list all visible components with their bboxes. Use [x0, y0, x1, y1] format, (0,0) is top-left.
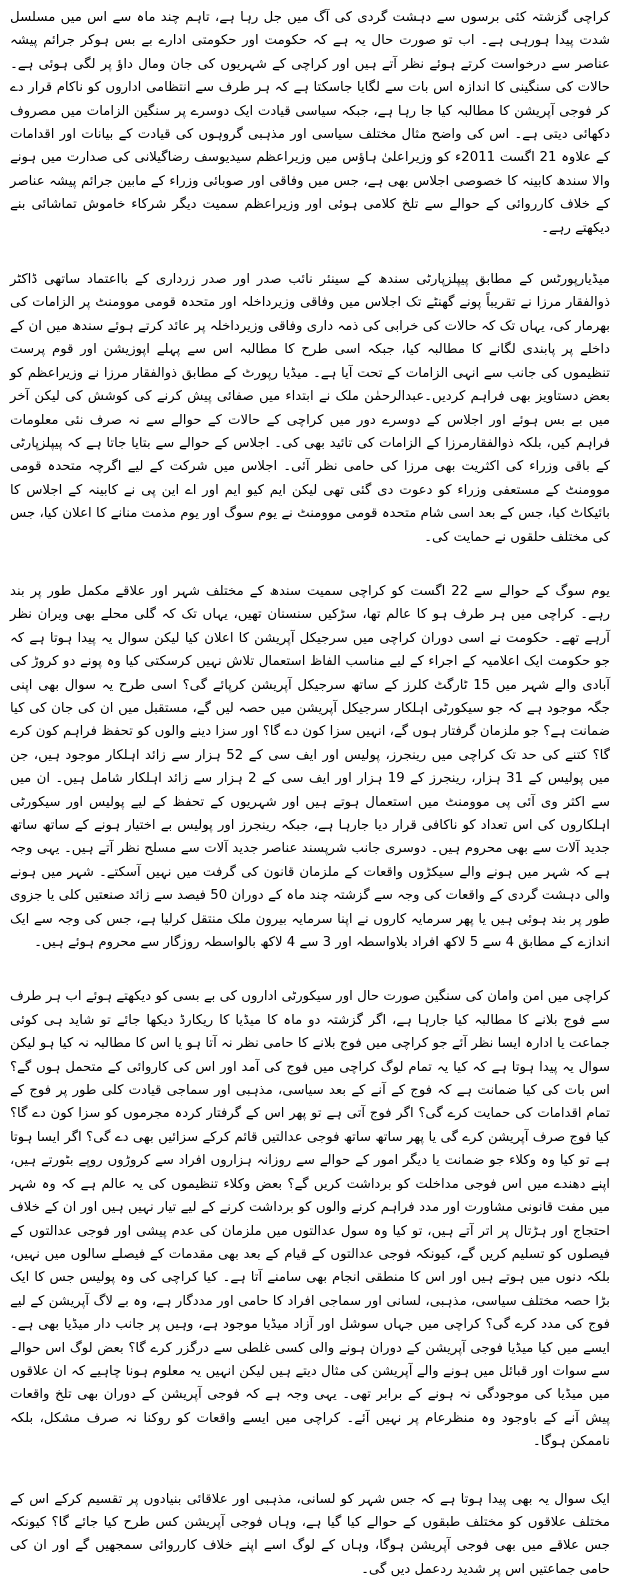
article-paragraph-4: کراچی میں امن وامان کی سنگین صورت حال اور سیکورٹی اداروں کی بے بسی کو دیکھتے ہوئے اب ہر طرف سے فوج بلانے کا مطالبہ کیا جارہا ہے، اگر گزشتہ دو ماہ کا میڈیا کا ریکارڈ دیکھا جائے تو شاید ہی کوئی جماعت یا ادارہ ایسا نظر آئے جو کراچی میں فوج بلانے کا حامی نظر نہ آتا ہو یا اس کا مطالبہ نہ کیا ہو لیکن سوال یہ پیدا ہوتا ہے کہ کیا یہ تمام لوگ کراچی میں فوج کی آمد اور اس کی کاروائی کے متحمل ہوں گے؟ اس بات کی کیا ضمانت ہے کہ فوج کے آنے کے بعد سیاسی، مذہبی اور سماجی قیادت کلی طور پر فوج کے تمام اقدامات کی حمایت کرے گی؟ اگر فوج آتی ہے تو پھر اس کے گرفتار کردہ مجرموں کو سزا کون دے گا؟ کیا فوج صرف آپریشن کرے گی یا پھر ساتھ ساتھ فوجی عدالتیں قائم کرکے سزائیں بھی دے گی؟ اگر ایسا ہوتا ہے تو کیا وہ وکلاء جو ضمانت یا دیگر امور کے حوالے سے روزانہ ہزاروں افراد سے کروڑوں روپے بٹورتے ہیں، اپنے دھندے میں اس فوجی مداخلت کو برداشت کریں گے؟ بعض وکلاء تنظیموں کی یہ عالم ہے کہ وہ شہر میں مفت قانونی مشاورت اور مدد فراہم کرنے والوں کو برداشت کرنے کے لیے تیار نہیں ہیں اور ان کے خلاف احتجاج اور ہڑتال پر اتر آتے ہیں، تو کیا وہ سول عدالتوں میں ملزمان کی عدم پیشی اور فوجی عدالتوں کے فیصلوں کو تسلیم کریں گے، کیونکہ فوجی عدالتوں کے قیام کے بعد بھی مقدمات کے فیصلے سالوں میں نہیں، بلکہ دنوں میں ہوتے ہیں اور اس کا منطقی انجام بھی سامنے آتا ہے۔ کیا کراچی کی وہ پولیس جس کا ایک بڑا حصہ مختلف سیاسی، مذہبی، لسانی اور سماجی افراد کا حامی اور مددگار ہے، وہ بے لاگ آپریشن کے لیے فوج کی مدد کرے گی؟ کراچی میں جہاں سوشل اور آزاد میڈیا موجود ہے، وہیں پر جانب دار میڈیا بھی ہے۔ایسے میں کیا میڈیا فوجی آپریشن کے دوران ہونے والی کسی غلطی سے درگزر کرے گا؟ بعض لوگ اس حوالے سے سوات اور قبائل میں ہونے والے آپریشن کی مثال دیتے ہیں لیکن انہیں یہ معلوم ہونا چاہیے کہ ان علاقوں میں میڈیا کی موجودگی نہ ہونے کے برابر تھی۔ یہی وجہ ہے کہ فوجی آپریشن کے دوران بھی تلخ واقعات پیش آنے کے باوجود وہ منظرعام پر نہیں آئے۔ کراچی میں ایسے واقعات کو روکنا نہ صرف مشکل، بلکہ ناممکن ہوگا۔	[10, 989, 610, 1450]
article-paragraph-3: یوم سوگ کے حوالے سے 22 اگست کو کراچی سمیت سندھ کے مختلف شہر اور علاقے مکمل طور پر بند رہے۔ کراچی میں ہر طرف ہو کا عالم تھا، سڑکیں سنسنان تھیں، یہاں تک کہ گلی محلے بھی ویران نظر آرہے تھے۔ حکومت نے اسی دوران کراچی میں سرجیکل آپریشن کا اعلان کیا لیکن سوال یہ پیدا ہوتا ہے کہ جو حکومت ایک اعلامیہ کے اجراء کے لیے مناسب الفاظ استعمال تلاش نہیں کرسکتی کیا وہ پونے دو کروڑ کی آبادی والے شہر میں 15 ٹارگٹ کلرز کے ساتھ سرجیکل آپریشن کرپائے گی؟ اسی طرح یہ سوال بھی اپنی جگہ موجود ہے کہ جو سیکورٹی اہلکار سرجیکل آپریشن میں حصہ لیں گے، مستقبل میں ان کی جان کی کیا ضمانت ہے؟ جو ملزمان گرفتار ہوں گے، انہیں سزا کون دے گا؟ اور سزا دینے والوں کو تحفظ فراہم کون کرے گا؟ کتنے کی حد تک کراچی میں رینجرز، پولیس اور ایف سی کے 52 ہزار سے زائد اہلکار موجود ہیں، جن میں پولیس کے 31 ہزار، رینجرز کے 19 ہزار اور ایف سی کے 2 ہزار سے زائد اہلکار شامل ہیں۔ ان میں سے اکثر وی آئی پی موومنٹ میں استعمال ہوتے ہیں اور شہریوں کے تحفظ کے لیے پولیس اور سیکورٹی اہلکاروں کی اس تعداد کو ناکافی قرار دیا جارہا ہے، جبکہ رینجرز اور پولیس بے اختیار ہونے کے ساتھ ساتھ جدید آلات سے بھی محروم ہیں۔ دوسری جانب شرپسند عناصر جدید آلات سے مسلح نظر آتے ہیں۔ یہی وجہ ہے کہ شہر میں ہونے والے سیکڑوں واقعات کے ملزمان قانون کی گرفت میں نہیں آسکتے۔ شہر میں ہونے والی دہشت گردی کے واقعات کی وجہ سے گزشتہ چند ماہ کے دوران 50 فیصد سے زائد صنعتیں کلی یا جزوی طور پر بند ہوئی ہیں یا پھر سرمایہ کاروں نے اپنا سرمایہ بیرون ملک منتقل کرلیا ہے، جس کی وجہ سے ایک اندازے کے مطابق 4 سے 5 لاکھ افراد بلاواسطہ اور 3 سے 4 لاکھ بالواسطہ روزگار سے محروم ہوئے ہیں۔	[10, 583, 611, 951]
article-body	[10, 0, 611, 1577]
article-paragraph-1: کراچی گزشتہ کئی برسوں سے دہشت گردی کی آگ میں جل رہا ہے، تاہم چند ماہ سے اس میں مسلسل شدت پیدا ہورہی ہے۔ اب تو صورت حال یہ ہے کہ حکومت اور حکومتی ادارے بے بس ہوکر جرائم پیشہ عناصر سے درخواست کرتے ہوئے نظر آتے ہیں اور کراچی کے شہریوں کی جان ومال داؤ پر لگی ہوئی ہے۔ حالات کی سنگینی کا اندازہ اس بات سے لگایا جاسکتا ہے کہ ہر طرف سے انتظامی اداروں کو ناکام قرار دے کر فوجی آپریشن کا مطالبہ کیا جا رہا ہے، جبکہ سیاسی قیادت ایک دوسرے پر سنگین الزامات میں مصروف دکھائی دیتی ہے۔ اس کی واضح مثال مختلف سیاسی اور مذہبی گروہوں کی قیادت کے بیانات اور اقدامات کے علاوہ 21 اگست 2011ء کو وزیراعلیٰ ہاؤس میں وزیراعظم سیدیوسف رضاگیلانی کی صدارت میں ہونے والا سندھ کابینہ کا خصوصی اجلاس بھی ہے، جس میں وفاقی اور صوبائی وزراء کے مابین جرائم پیشہ عناصر کے خلاف کارروائی کے حوالے سے تلخ کلامی ہوئی اور وزیراعظم سمیت دیگر شرکاء خاموش تماشائی بنے دیکھتے رہے۔	[10, 10, 611, 236]
article-paragraph-2: میڈیارپورٹس کے مطابق پیپلزپارٹی سندھ کے سینئر نائب صدر اور صدر زرداری کے بااعتماد ساتھی ڈاکٹر ذوالفقار مرزا نے تقریباً پونے گھنٹے تک اجلاس میں وفاقی وزیرداخلہ اور متحدہ قومی موومنٹ پر الزامات کی بھرمار کی، یہاں تک کہ حالات کی خرابی کی ذمہ داری وفاقی وزیرداخلہ پر عائد کرتے ہوئے سندھ میں ان کے داخلے پر پابندی لگانے کا مطالبہ کیا، جبکہ اسی طرح کا مطالبہ اس سے پہلے اپوزیشن اور قوم پرست تنظیموں کی جانب سے انہی الزامات کے تحت آیا ہے۔ میڈیا رپورٹ کے مطابق ذوالفقار مرزا نے وزیراعظم کو بعض دستاویز بھی فراہم کردیں۔عبدالرحمٰن ملک نے ابتداء میں صفائی پیش کرنے کی کوشش کی لیکن آخر میں بے بس ہوئے اور اجلاس کے دوسرے دور میں کراچی کے حالات کے حوالے سے نہ صرف نئی معلومات فراہم کیں، بلکہ ذوالفقارمرزا کے الزامات کی تائید بھی کی۔ اجلاس کے حوالے سے بتایا جاتا ہے کہ پیپلزپارٹی کے باقی وزراء کی اکثریت بھی مرزا کی حامی نظر آئی۔ اجلاس میں شرکت کے لیے اگرچہ متحدہ قومی موومنٹ کے مستعفی وزراء کو دعوت دی گئی تھی لیکن ایم کیو ایم اور اے این پی نے کابینہ کے اجلاس کا بائیکاٹ کیا، جس کے بعد اسی شام متحدہ قومی موومنٹ نے یوم سوگ اور یوم مذمت منانے کا اعلان کیا، جس کی مختلف حلقوں نے حمایت کی۔	[10, 272, 610, 545]
article-paragraph-5: ایک سوال یہ بھی پیدا ہوتا ہے کہ جس شہر کو لسانی، مذہبی اور علاقائی بنیادوں پر تقسیم کرکے اس کے مختلف علاقوں کو مختلف طبقوں کے حوالے کیا گیا ہے، وہاں فوجی آپریشن کس طرح کیا جائے گا؟ کیونکہ جس علاقے میں بھی فوجی آپریشن ہوگا، وہاں کے لوگ اسے اپنے خلاف کارروائی سمجھیں گے اور ان کی حامی جماعتیں اس پر شدید ردعمل دیں گی۔	[10, 1491, 610, 1577]
